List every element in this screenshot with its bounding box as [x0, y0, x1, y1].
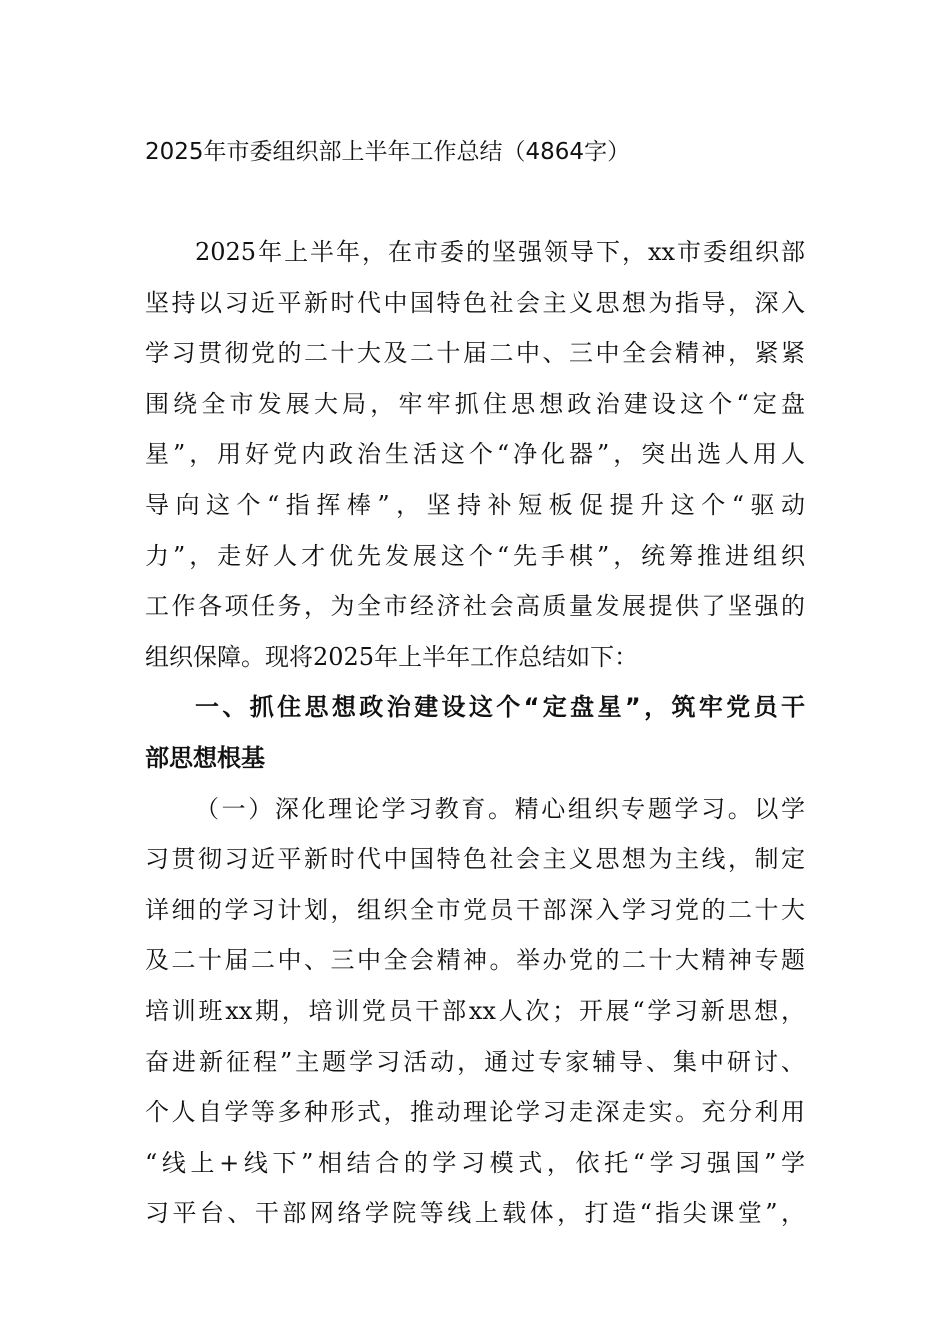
text-line: 奋进新征程”主题学习活动，通过专家辅导、集中研讨、 — [145, 1047, 805, 1076]
heading-line: 一、抓住思想政治建设这个“定盘星”，筑牢党员干 — [195, 693, 805, 722]
document-title: 2025年市委组织部上半年工作总结（4864字） — [145, 139, 631, 165]
text-line: “线上+线下”相结合的学习模式，依托“学习强国”学 — [145, 1148, 805, 1177]
text-line: 习平台、干部网络学院等线上载体，打造“指尖课堂”， — [145, 1199, 805, 1228]
text-line: 培训班xx期，培训党员干部xx人次；开展“学习新思想， — [145, 996, 805, 1025]
text-line: 坚持以习近平新时代中国特色社会主义思想为指导，深入 — [145, 288, 805, 317]
intro-paragraph — [145, 232, 805, 687]
text-line: 导向这个“指挥棒”，坚持补短板促提升这个“驱动 — [145, 490, 805, 519]
section-heading — [145, 687, 805, 788]
heading-line: 部思想根基 — [145, 743, 265, 772]
text-line: 组织保障。现将2025年上半年工作总结如下： — [145, 642, 639, 671]
text-line: （一）深化理论学习教育。精心组织专题学习。以学 — [195, 794, 805, 823]
document-body — [145, 232, 805, 1244]
text-line: 学习贯彻党的二十大及二十届二中、三中全会精神，紧紧 — [145, 339, 805, 368]
text-line: 2025年上半年，在市委的坚强领导下，xx市委组织部 — [195, 238, 805, 266]
text-line: 星”，用好党内政治生活这个“净化器”，突出选人用人 — [145, 440, 805, 469]
text-line: 习贯彻习近平新时代中国特色社会主义思想为主线，制定 — [145, 845, 805, 874]
text-line: 详细的学习计划，组织全市党员干部深入学习党的二十大 — [145, 895, 805, 924]
section-paragraph — [145, 789, 805, 1244]
text-line: 围绕全市发展大局，牢牢抓住思想政治建设这个“定盘 — [145, 389, 805, 418]
text-line: 个人自学等多种形式，推动理论学习走深走实。充分利用 — [145, 1098, 805, 1127]
text-line: 力”，走好人才优先发展这个“先手棋”，统筹推进组织 — [145, 541, 805, 570]
text-line: 及二十届二中、三中全会精神。举办党的二十大精神专题 — [145, 946, 805, 975]
text-line: 工作各项任务，为全市经济社会高质量发展提供了坚强的 — [145, 592, 805, 621]
